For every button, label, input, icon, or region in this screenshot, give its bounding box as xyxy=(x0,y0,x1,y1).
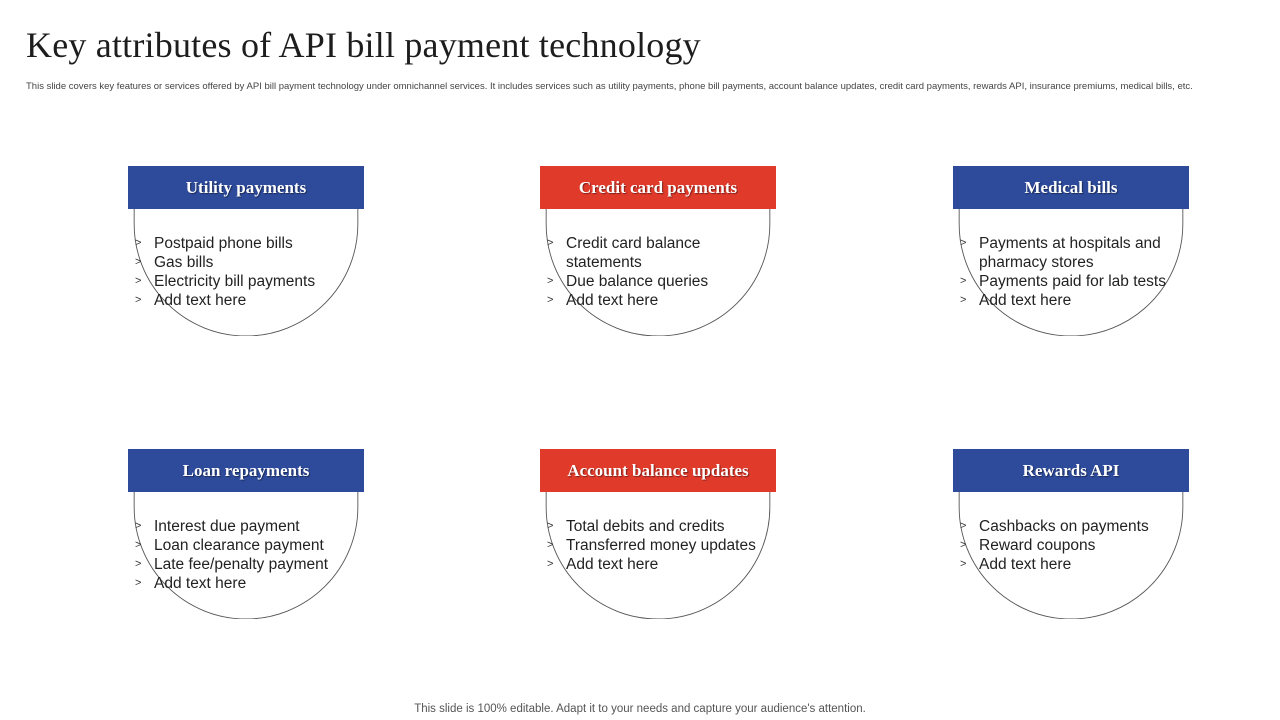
chevron-right-icon: > xyxy=(135,520,142,532)
chevron-right-icon: > xyxy=(960,539,967,551)
list-item xyxy=(135,555,365,574)
card-header: Loan repayments xyxy=(128,449,364,492)
chevron-right-icon: > xyxy=(547,520,554,532)
chevron-right-icon: > xyxy=(547,275,554,287)
list-item xyxy=(960,517,1190,536)
list-item xyxy=(960,291,1190,310)
list-item xyxy=(547,555,777,574)
list-item xyxy=(547,272,777,291)
list-item-text: Add text here xyxy=(979,292,1072,309)
slide-subtitle: This slide covers key features or services offered by API bill payment technology under omnichannel services. It includes services such as utility payments, phone bill payments, account balance updates, credit card payments, rewards API, insurance premiums, medical bills, etc. xyxy=(26,81,1193,92)
chevron-right-icon: > xyxy=(547,539,554,551)
list-item xyxy=(135,574,365,593)
chevron-right-icon: > xyxy=(135,275,142,287)
card-medical-bills xyxy=(946,166,1196,336)
list-item-text: Due balance queries xyxy=(566,273,709,290)
list-item xyxy=(135,291,365,310)
list-item-text: Postpaid phone bills xyxy=(154,235,293,252)
list-item-text: Transferred money updates xyxy=(566,537,756,554)
card-item-list xyxy=(547,517,777,574)
list-item xyxy=(547,291,777,310)
list-item-text: Payments at hospitals and pharmacy stores xyxy=(979,235,1161,271)
card-header: Credit card payments xyxy=(540,166,776,209)
list-item xyxy=(960,536,1190,555)
list-item-text: Add text here xyxy=(566,292,659,309)
card-item-list xyxy=(135,234,365,310)
chevron-right-icon: > xyxy=(547,294,554,306)
chevron-right-icon: > xyxy=(960,558,967,570)
chevron-right-icon: > xyxy=(547,237,554,249)
list-item xyxy=(547,234,777,272)
card-item-list xyxy=(960,234,1190,310)
card-header: Medical bills xyxy=(953,166,1189,209)
list-item-text: Cashbacks on payments xyxy=(979,518,1149,535)
card-header: Rewards API xyxy=(953,449,1189,492)
list-item-text: Credit card balance statements xyxy=(566,235,701,271)
list-item-text: Interest due payment xyxy=(154,518,300,535)
chevron-right-icon: > xyxy=(135,237,142,249)
list-item-text: Loan clearance payment xyxy=(154,537,324,554)
list-item-text: Add text here xyxy=(154,575,247,592)
card-credit-card-payments xyxy=(533,166,783,336)
list-item xyxy=(135,272,365,291)
list-item-text: Add text here xyxy=(979,556,1072,573)
chevron-right-icon: > xyxy=(135,558,142,570)
chevron-right-icon: > xyxy=(135,294,142,306)
list-item xyxy=(960,555,1190,574)
list-item xyxy=(547,536,777,555)
chevron-right-icon: > xyxy=(135,577,142,589)
chevron-right-icon: > xyxy=(960,275,967,287)
card-header: Utility payments xyxy=(128,166,364,209)
list-item-text: Gas bills xyxy=(154,254,214,271)
card-item-list xyxy=(135,517,365,593)
list-item-text: Late fee/penalty payment xyxy=(154,556,329,573)
chevron-right-icon: > xyxy=(960,294,967,306)
list-item-text: Total debits and credits xyxy=(566,518,725,535)
list-item-text: Electricity bill payments xyxy=(154,273,316,290)
card-item-list xyxy=(960,517,1190,574)
list-item xyxy=(135,253,365,272)
list-item xyxy=(135,517,365,536)
chevron-right-icon: > xyxy=(547,558,554,570)
slide-footer: This slide is 100% editable. Adapt it to your needs and capture your audience's attention. xyxy=(414,703,866,715)
card-rewards-api xyxy=(946,449,1196,619)
list-item xyxy=(135,536,365,555)
card-utility-payments xyxy=(121,166,371,336)
slide-title: Key attributes of API bill payment technology xyxy=(26,25,701,65)
list-item xyxy=(135,234,365,253)
chevron-right-icon: > xyxy=(135,256,142,268)
chevron-right-icon: > xyxy=(960,520,967,532)
card-item-list xyxy=(547,234,777,310)
card-header: Account balance updates xyxy=(540,449,776,492)
list-item-text: Reward coupons xyxy=(979,537,1096,554)
list-item-text: Add text here xyxy=(154,292,247,309)
chevron-right-icon: > xyxy=(960,237,967,249)
list-item xyxy=(960,272,1190,291)
list-item xyxy=(547,517,777,536)
list-item xyxy=(960,234,1190,272)
list-item-text: Add text here xyxy=(566,556,659,573)
card-account-balance-updates xyxy=(533,449,783,619)
card-loan-repayments xyxy=(121,449,371,619)
list-item-text: Payments paid for lab tests xyxy=(979,273,1166,290)
chevron-right-icon: > xyxy=(135,539,142,551)
